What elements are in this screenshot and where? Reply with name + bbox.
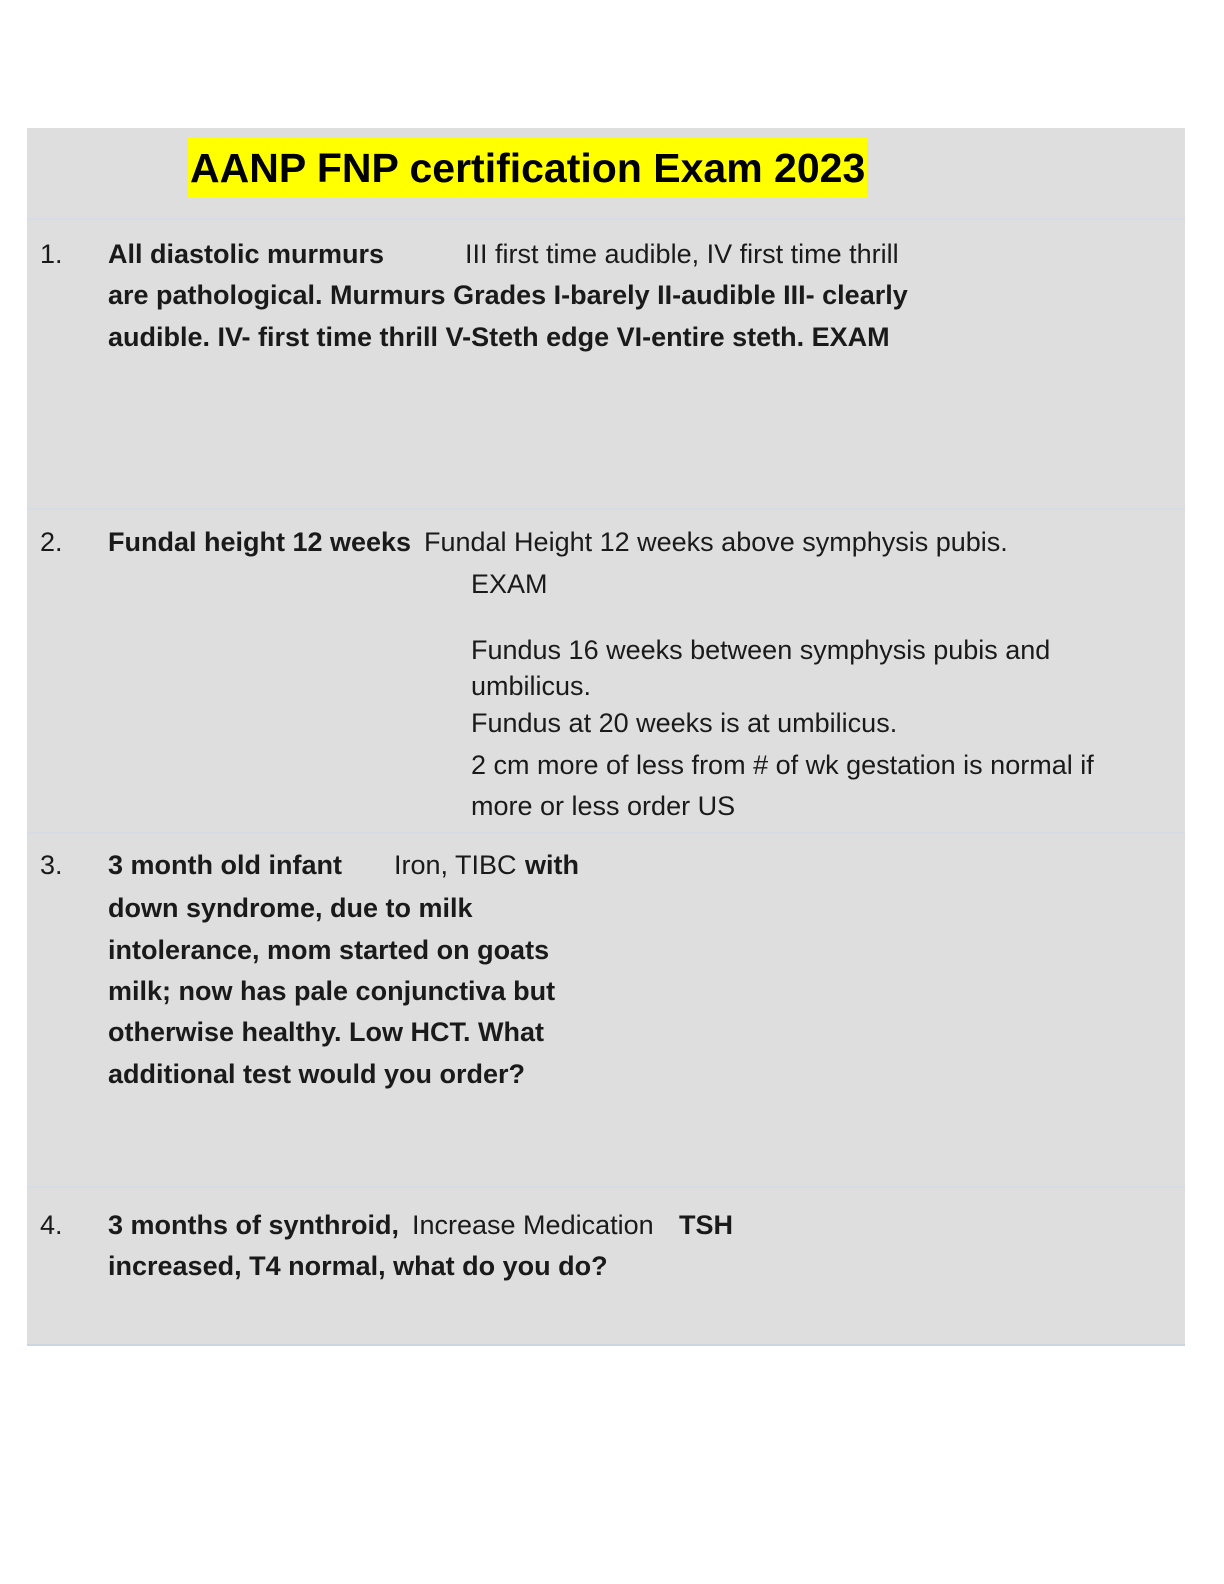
answer-text: Fundus 16 weeks between symphysis pubis and xyxy=(471,635,1051,665)
row-divider xyxy=(27,218,1185,220)
question-text: All diastolic murmurs xyxy=(108,239,385,269)
row-divider xyxy=(27,508,1185,510)
item-number: 1. xyxy=(40,239,63,269)
row-divider xyxy=(27,832,1185,834)
answer-text: III first time audible, IV first time thrill xyxy=(465,239,899,269)
question-text: with xyxy=(525,850,579,880)
answer-text: 2 cm more of less from # of wk gestation is normal if xyxy=(471,750,1094,780)
question-text: TSH xyxy=(679,1210,733,1240)
question-text: otherwise healthy. Low HCT. What xyxy=(108,1017,545,1047)
question-text: audible. IV- first time thrill V-Steth edge VI-entire steth. EXAM xyxy=(108,322,890,352)
answer-text: Iron, TIBC xyxy=(394,850,517,880)
page-title: AANP FNP certification Exam 2023 xyxy=(188,138,867,198)
question-text: intolerance, mom started on goats xyxy=(108,935,550,965)
answer-text: umbilicus. xyxy=(471,671,592,701)
answer-text: Increase Medication xyxy=(412,1210,654,1240)
question-text: 3 month old infant xyxy=(108,850,342,880)
question-text: 3 months of synthroid, xyxy=(108,1210,400,1240)
answer-text: Fundal Height 12 weeks above symphysis pubis. xyxy=(424,527,1008,557)
question-text: down syndrome, due to milk xyxy=(108,893,473,923)
answer-text: EXAM xyxy=(471,569,548,599)
question-text: additional test would you order? xyxy=(108,1059,526,1089)
question-text: are pathological. Murmurs Grades I-barely II-audible III- clearly xyxy=(108,280,908,310)
item-number: 4. xyxy=(40,1210,63,1240)
answer-text: more or less order US xyxy=(471,791,736,821)
answer-text: Fundus at 20 weeks is at umbilicus. xyxy=(471,708,898,738)
row-divider xyxy=(27,1186,1185,1188)
question-text: increased, T4 normal, what do you do? xyxy=(108,1251,608,1281)
question-text: milk; now has pale conjunctiva but xyxy=(108,976,556,1006)
item-number: 3. xyxy=(40,850,63,880)
item-number: 2. xyxy=(40,527,63,557)
question-text: Fundal height 12 weeks xyxy=(108,527,412,557)
